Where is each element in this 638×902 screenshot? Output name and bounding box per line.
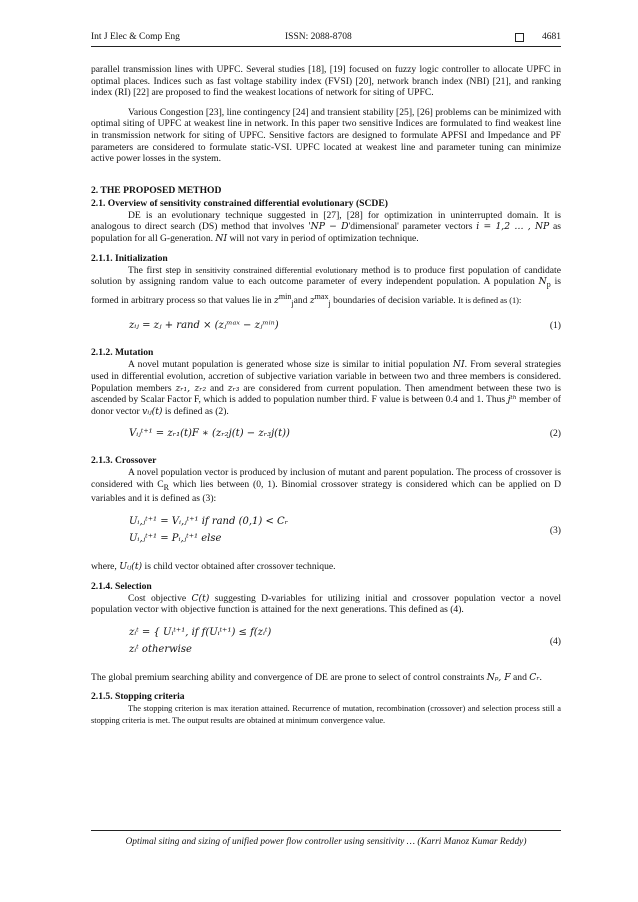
crossover-paragraph: A novel population vector is produced by inclusion of mutant and parent population. The process of crossover is considered with $C_R$ which lies between (0, 1). Binomial crossover strategy is considered which can be applied on D variables and it is defined as (3): [91,467,561,505]
selection-after-paragraph: The global premium searching ability and convergence of DE are prone to select of control constraints Nₚ, F and Cᵣ. [91,671,542,683]
equation-3-number: (3) [549,524,561,536]
intro-paragraph-2: Various Congestion [23], line contingency [24] and transient stability [25], [26] problems can be minimized with optimal siting of UPFC at weakest line in network. In this paper two sensitive Indices are formulated to find weakest line in transmission network for siting of UPFC. Sensitive factors are designed to formulate APFSI and Impedance and PF parameters are considered to formulate static-VSI. UPFC located at weakest line and parameter tuning can minimize active power losses in the system. [91,106,561,165]
subsection-heading-mutation: 2.1.2. Mutation [91,347,154,359]
checkbox-square-icon [515,33,524,42]
crossover-where-line: where, Uᵢⱼ(t) is child vector obtained after crossover technique. [91,560,336,572]
subsection-heading-scde: 2.1. Overview of sensitivity constrained differential evolutionary (SCDE) [91,197,388,209]
subsection-heading-selection: 2.1.4. Selection [91,580,152,592]
issn: ISSN: 2088-8708 [285,32,352,42]
page-body [91,64,561,735]
subsection-heading-initialization: 2.1.1. Initialization [91,252,168,264]
initialization-paragraph: The first step in sensitivity constrained differential evolutionary method is to produce first population of candidate solution by assigning random value to each outcome parameter of every independent population. A population $N_p$ is formed in arbitrary process so that values lie in $z^{min}_jand$ $z^{max}_j$ boundaries of decision variable. It is defined as (1): [91,264,561,308]
subsection-heading-crossover: 2.1.3. Crossover [91,455,157,467]
selection-paragraph: Cost objective C(t) suggesting D-variables for utilizing initial and crossover population vector a novel population vector with objective function is attained for the next generations. This defined as (4). [91,592,561,616]
scde-overview-paragraph: DE is an evolutionary technique suggested in [27], [28] for optimization in uninterrupted domain. It is analogous to direct search (DS) method that involves 'NP − D'dimensional' parameter vectors i = 1,2 … , NP as population for all G-generation. NI will not vary in period of optimization technique. [91,209,562,244]
equation-3 [91,513,561,553]
equation-4-number: (4) [549,635,561,647]
section-heading: 2. THE PROPOSED METHOD [91,184,222,196]
equation-4-expression: zᵢᵗ = { Uᵢᵗ⁺¹, if f(Uᵢᵗ⁺¹) ≤ f(zᵢᵗ) zᵢᵗ otherwise [129,626,272,655]
equation-1-expression: zᵢⱼ = zⱼ + rand × (zⱼᵐᵃˣ − zⱼᵐⁱⁿ) [129,320,279,332]
subsection-heading-stopping: 2.1.5. Stopping criteria [91,691,185,703]
equation-1-number: (1) [549,320,561,332]
equation-3-expression: Uᵢ,ⱼᵗ⁺¹ = Vᵢ,ⱼᵗ⁺¹ if rand (0,1) < Cᵣ Uᵢ,ⱼᵗ⁺¹ = Pᵢ,ⱼᵗ⁺¹ else [129,515,289,544]
equation-2-expression: Vᵢⱼᵗ⁺¹ = zᵣ₁(t)F ∗ (zᵣ₂j(t) − zᵣ₃j(t)) [129,428,290,440]
equation-4 [91,624,561,664]
running-header [91,28,561,47]
journal-name: Int J Elec & Comp Eng [91,32,180,42]
mutation-paragraph: A novel mutant population is generated whose size is similar to initial population NI. From several strategies used in differential evolution, accretion of subjective variation variable in between two and three members is considered. Population members zᵣ₁, zᵣ₂ and zᵣ₃ are considered from current population. Then amendment between these two is ascended by Scalar Factor F, which is added to population number third. F value is between 0.4 and 1. Thus jᵗʰ member of donor vector vᵢⱼ(t) is defined as (2). [91,359,561,417]
equation-2-number: (2) [549,428,561,440]
equation-2 [91,425,561,447]
running-footer: Optimal siting and sizing of unified power flow controller using sensitivity … (Karri Manoz Kumar Reddy) [91,830,561,847]
page-number: 4681 [542,32,561,42]
stopping-paragraph: The stopping criterion is max iteration attained. Recurrence of mutation, recombination (crossover) and selection process still a stopping criteria is met. The output results are obtained at minimum convergence value. [91,704,561,725]
equation-1 [91,317,561,339]
intro-paragraph-1: parallel transmission lines with UPFC. Several studies [18], [19] focused on fuzzy logic controller to allocate UPFC in optimal places. Indices such as fast voltage stability index (FVSI) [20], network branch index (NBI) [21], and ranking index (RI) [22] are proposed to find the weakest locations of network for siting of UPFC. [91,64,561,99]
